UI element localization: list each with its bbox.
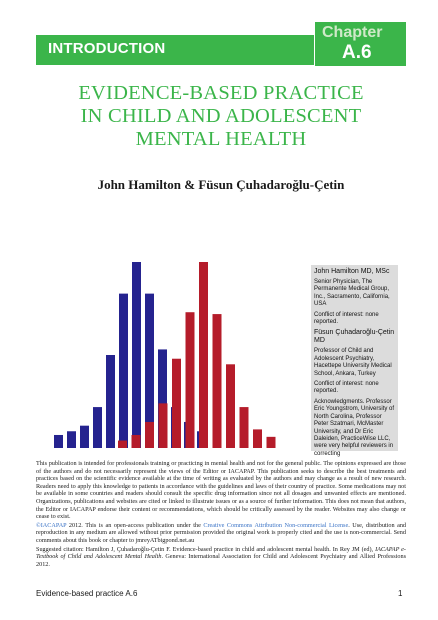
chapter-title [36, 82, 406, 151]
chapter-number: A.6 [342, 42, 372, 63]
blue-bar [106, 355, 115, 448]
red-bar [132, 435, 141, 448]
title-line-1: EVIDENCE-BASED PRACTICE [78, 82, 364, 104]
author2-affiliation: Professor of Child and Adolescent Psychiatry, Hacettepe University Medical School, Ankara, Turkey [314, 348, 392, 377]
disclaimer-text: This publication is intended for professionals training or practicing in mental health and not for the general public. The opinions expressed are those of the authors and do not necessarily represent the views of the Editor or IACAPAP. This publication seeks to describe the best treatments and practices based on the scientific evidence available at the time of writing as evaluated by the authors and may change as a result of new research. Readers need to apply this knowledge to patients in accordance with the guidelines and laws of their country of practice. Some medications may not be available in some countries and readers should consult the specific drug information since not all dosages and unwanted effects are mentioned. Organizations, publications and websites are cited or linked to illustrate issues or as a source of further information. This does not mean that authors, the Editor or IACAPAP endorse their content or recommendations, which should be critically assessed by the reader. Websites may also change or cease to exist. [36, 460, 406, 521]
iacapap-link[interactable]: ©IACAPAP [36, 521, 67, 529]
red-bar [199, 262, 208, 448]
blue-bar [80, 426, 89, 448]
blue-bar [93, 407, 102, 448]
author1-conflict: Conflict of interest: none reported. [314, 311, 379, 326]
authors: John Hamilton & Füsun Çuhadaroğlu-Çetin [97, 177, 345, 192]
red-bar [145, 422, 154, 448]
blue-bar [119, 294, 128, 448]
author-info-box [311, 265, 398, 457]
red-bar [240, 407, 249, 448]
blue-bar [132, 262, 141, 448]
citation-text-a: Suggested citation: Hamilton J, Çuhadaroğlu-Çetin F. Evidence-based practice in child and adolescent mental health. In Rey JM (ed), [36, 545, 376, 553]
citation-book-title: IACAPAP e-Textbook of Child and Adolescent Mental Health [36, 545, 406, 561]
title-line-3: MENTAL HEALTH [135, 128, 307, 150]
red-bar [118, 441, 127, 448]
disclaimer [36, 460, 406, 569]
red-bar [253, 429, 262, 448]
citation-paragraph [36, 546, 406, 569]
page-number: 1 [398, 589, 403, 598]
license-link[interactable]: Creative Commons Attribution Non-commercial License [203, 521, 349, 529]
author1-affiliation: Senior Physician, The Permanente Medical Group, Inc., Sacramento, California, USA [314, 279, 390, 308]
red-bar [172, 359, 181, 448]
red-bar [267, 437, 276, 448]
author2-name: Füsun Çuhadaroğlu-Çetin MD [314, 329, 395, 345]
red-bar [186, 312, 195, 448]
author1-name: John Hamilton MD, MSc [314, 268, 390, 275]
section-label: INTRODUCTION [48, 40, 166, 57]
license-paragraph [36, 522, 406, 545]
citation-text-b: . Geneva: International Association for Child and Adolescent Psychiatry and Allied Professions 2012. [36, 553, 406, 568]
chapter-word: Chapter [322, 24, 383, 41]
license-text-a: 2012. This is an open-access publication under the [66, 521, 204, 529]
title-line-2: IN CHILD AND ADOLESCENT [80, 105, 362, 127]
acknowledgments: Acknowledgments. Professor Eric Youngstrom, University of North Carolina, Professor Peter Szatmari, McMaster University, and Dr Eric Daleiden, PracticeWise LLC, were very helpful reviewers in correcting [314, 398, 395, 457]
blue-bar [54, 435, 63, 448]
red-bar [226, 364, 235, 448]
red-bar [159, 403, 168, 448]
running-footer: Evidence-based practice A.6 [36, 589, 138, 598]
license-text-b: . Use, distribution and reproduction in any medium are allowed without prior permission provided the original work is properly cited and the use is non-commercial. Send comments about this book or chapter to jmreyATbigpond.net.au [36, 521, 407, 544]
red-bar [213, 314, 222, 448]
author2-conflict: Conflict of interest: none reported. [314, 381, 379, 395]
blue-bar [67, 431, 76, 448]
top-band [0, 0, 438, 20]
